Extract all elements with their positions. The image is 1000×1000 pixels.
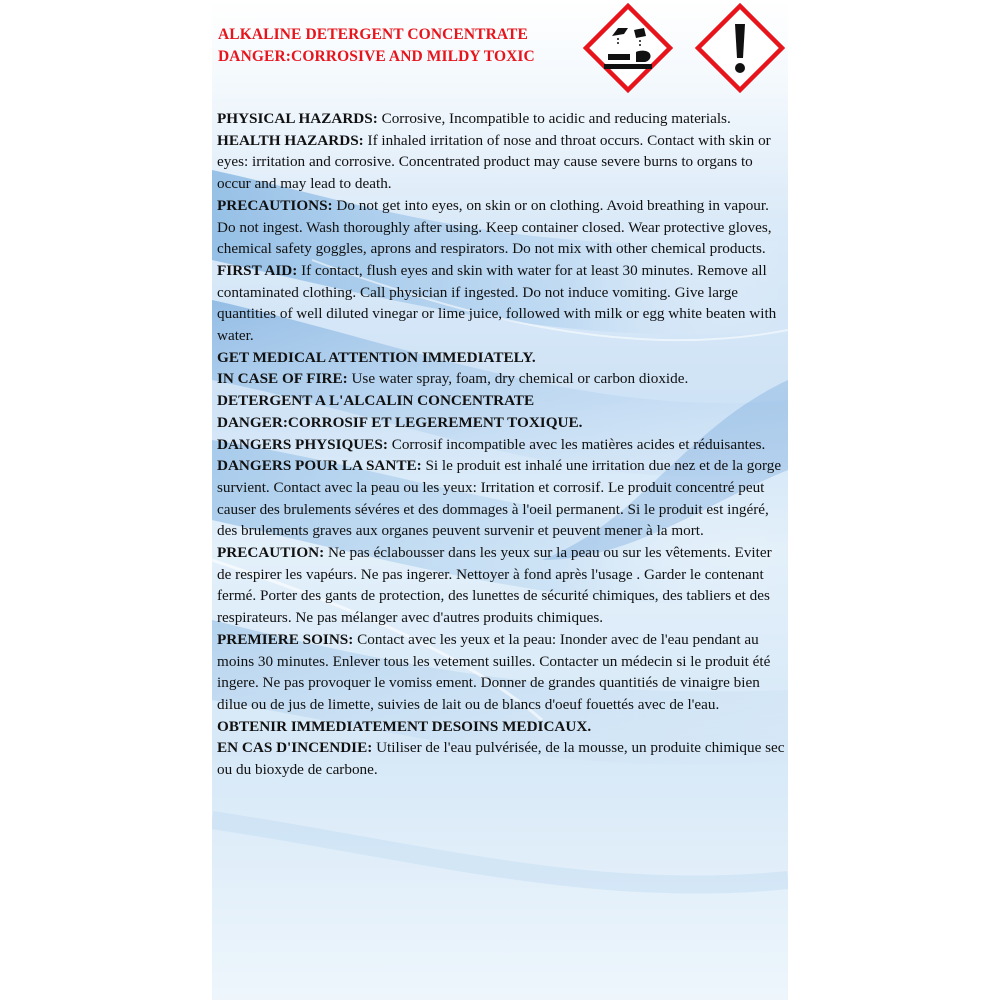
french-precaution-text: Ne pas éclabousser dans les yeux sur la peau ou sur les vêtements. Eviter de respirer les vapéurs. Ne pas ingerer. Nettoyer à fond après l'usage . Garder le contenant fermé. Porter des gants de protection, des lunettes de sécurité chimiques, des tabliers et des respirateurs. Ne pas mélanger avec d'autres produits chimiques. xyxy=(217,544,772,627)
french-health-section xyxy=(217,455,785,542)
precautions-section xyxy=(217,195,785,260)
fire-section xyxy=(217,368,785,390)
exclamation-mark-pictogram-icon xyxy=(698,6,782,90)
french-product-name: DETERGENT A L'ALCALIN CONCENTRATE xyxy=(217,392,535,410)
french-physical-label: DANGERS PHYSIQUES: xyxy=(217,435,388,453)
fire-label: IN CASE OF FIRE: xyxy=(217,370,348,388)
french-first-aid-section xyxy=(217,629,785,716)
physical-hazards-label: PHYSICAL HAZARDS: xyxy=(217,110,378,127)
label-body xyxy=(217,108,785,781)
french-fire-text: Utiliser de l'eau pulvérisée, de la mousse, un produite chimique sec ou du bioxyde de carbone. xyxy=(217,739,785,779)
product-label xyxy=(212,0,788,1000)
french-physical-text: Corrosif incompatible avec les matières acides et réduisantes. xyxy=(387,435,766,453)
fire-text: Use water spray, foam, dry chemical or carbon dioxide. xyxy=(347,370,689,388)
french-title-line2 xyxy=(217,412,785,434)
corrosion-pictogram-icon xyxy=(586,6,670,90)
first-aid-section xyxy=(217,260,785,347)
medical-attention-notice xyxy=(217,347,785,369)
health-hazards-section xyxy=(217,130,785,195)
french-first-aid-text: Contact avec les yeux et la peau: Inonder avec de l'eau pendant au moins 30 minutes. Enlever tous les vetement suilles. Contacter un médecin si le produit été ingere. Ne pas provoquer le vomiss ement. Donner de grandes quantitiés de vinaigre bien dilue ou de jus de limette, suivies de lait ou de blancs d'oeuf fouettés avec de l'eau. xyxy=(217,630,771,713)
french-medical-notice xyxy=(217,716,785,738)
danger-statement: DANGER:CORROSIVE AND MILDY TOXIC xyxy=(218,48,535,65)
french-fire-section xyxy=(217,737,785,780)
health-hazards-label: HEALTH HAZARDS: xyxy=(217,131,364,149)
french-danger-statement: DANGER:CORROSIF ET LEGEREMENT TOXIQUE. xyxy=(217,413,583,431)
french-health-text: Si le produit est inhalé une irritation due nez et de la gorge survient. Contact avec la peau ou les yeux: Irritation et corrosif. Le produit concentré peut causer des brulements sévéres et des dommages à l'oeil permanent. Si le produit est ingéré, des brulements graves aux organes peuvent survenir et peuvent mener à la mort. xyxy=(217,457,782,540)
health-hazards-text: If inhaled irritation of nose and throat occurs. Contact with skin or eyes: irritation and corrosive. Concentrated product may cause severe burns to organs to occur and may lead to death. xyxy=(217,131,771,193)
hazard-pictograms xyxy=(582,2,788,94)
french-precaution-label: PRECAUTION: xyxy=(217,544,325,562)
first-aid-label: FIRST AID: xyxy=(217,261,298,279)
medical-attention-text: GET MEDICAL ATTENTION IMMEDIATELY. xyxy=(217,348,536,366)
product-header xyxy=(218,24,588,68)
french-medical-text: OBTENIR IMMEDIATEMENT DESOINS MEDICAUX. xyxy=(217,717,592,735)
first-aid-text: If contact, flush eyes and skin with water for at least 30 minutes. Remove all contaminated clothing. Call physician if ingested. Do not induce vomiting. Give large quantities of well diluted vinegar or lime juice, followed with milk or egg white beaten with water. xyxy=(217,261,777,345)
french-health-label: DANGERS POUR LA SANTE: xyxy=(217,457,422,475)
french-fire-label: EN CAS D'INCENDIE: xyxy=(217,739,373,757)
precautions-label: PRECAUTIONS: xyxy=(217,196,333,214)
product-name: ALKALINE DETERGENT CONCENTRATE xyxy=(218,26,528,43)
physical-hazards-text: Corrosive, Incompatible to acidic and reducing materials. xyxy=(377,110,731,127)
precautions-text: Do not get into eyes, on skin or on clothing. Avoid breathing in vapour. Do not ingest. Wash thoroughly after using. Keep container closed. Wear protective gloves, chemical safety goggles, aprons and respirators. Do not mix with other chemical products. xyxy=(217,196,772,258)
french-physical-section xyxy=(217,434,785,456)
french-precaution-section xyxy=(217,542,785,629)
french-first-aid-label: PREMIERE SOINS: xyxy=(217,630,354,648)
french-title-line1 xyxy=(217,390,785,412)
physical-hazards-section xyxy=(217,108,785,130)
